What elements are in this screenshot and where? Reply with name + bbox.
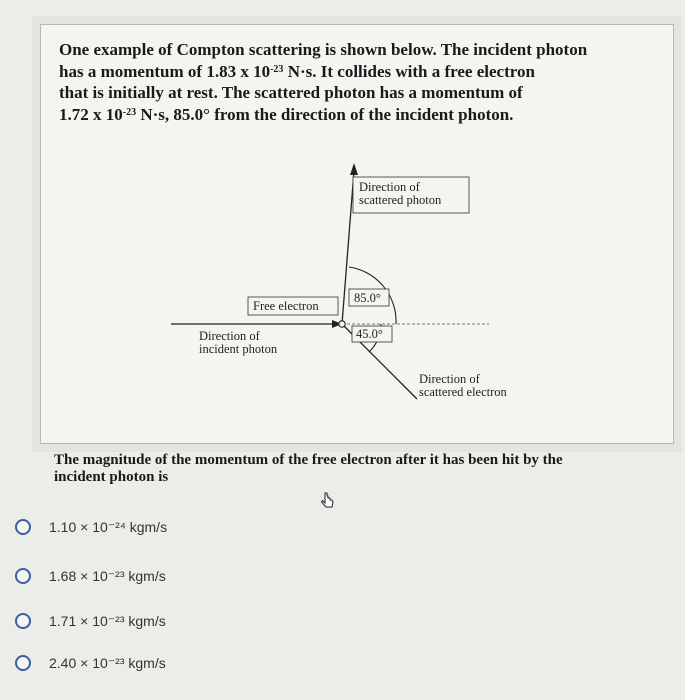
scattered-photon-arrowhead [350, 163, 358, 175]
radio-button[interactable] [15, 519, 31, 535]
option-label: 1.10 × 10⁻²⁴ kgm/s [49, 518, 168, 535]
compton-diagram [41, 25, 673, 443]
radio-button[interactable] [15, 613, 31, 629]
free-electron-label: Free electron [253, 299, 319, 313]
angle-45-label: 45.0° [356, 327, 383, 341]
scattered-photon-label: Direction of scattered photon [359, 180, 442, 207]
electron-dot [339, 321, 345, 327]
answer-option[interactable] [15, 514, 167, 540]
mouse-cursor-icon [320, 492, 336, 515]
answer-option[interactable] [15, 608, 166, 634]
problem-line: 1.72 x $10^{-23}$ N·s, 85.0° from the direction of the incident photon. [59, 104, 514, 124]
incident-photon-label: Direction of incident photon [199, 329, 278, 356]
answer-option[interactable] [15, 563, 166, 589]
problem-line: that is initially at rest. The scattered photon has a momentum of [59, 83, 523, 102]
option-label: 1.71 × 10⁻²³ kgm/s [49, 612, 166, 629]
exponent: -23 [122, 106, 137, 118]
exponent: -23 [270, 63, 284, 75]
problem-line: One example of Compton scattering is shown below. The incident photon [59, 40, 588, 59]
answer-option[interactable] [15, 650, 166, 676]
question-card [40, 24, 674, 444]
radio-button[interactable] [15, 568, 31, 584]
question-text: The magnitude of the momentum of the free electron after it has been hit by the incident photon is [54, 452, 563, 485]
problem-line: has a momentum of 1.83 x $10^{-23}$ N·s. It collides with a free electron [59, 61, 535, 81]
scattered-electron-label: Direction of scattered electron [419, 372, 507, 399]
option-label: 1.68 × 10⁻²³ kgm/s [49, 567, 166, 584]
angle-85-label: 85.0° [354, 291, 381, 305]
option-label: 2.40 × 10⁻²³ kgm/s [49, 654, 166, 671]
radio-button[interactable] [15, 655, 31, 671]
